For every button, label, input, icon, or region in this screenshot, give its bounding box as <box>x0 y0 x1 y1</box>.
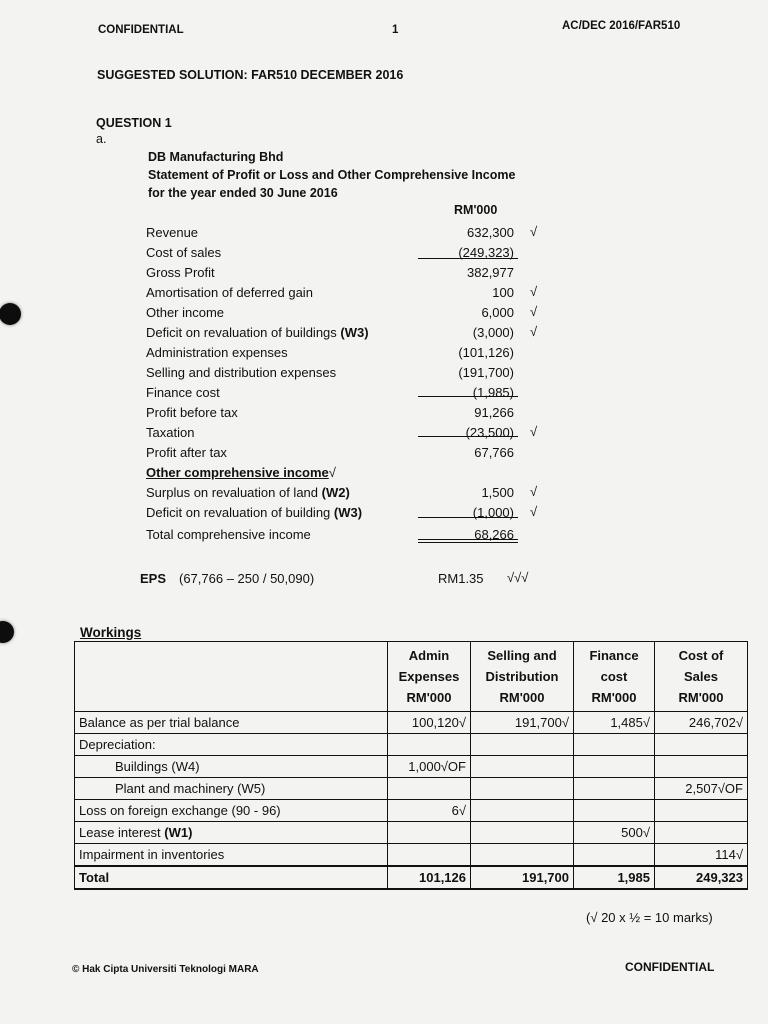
workings-title: Workings <box>80 625 142 640</box>
row-description <box>75 800 388 822</box>
statement-row-label <box>146 225 198 240</box>
column-header-line: RM'000 <box>406 690 452 705</box>
statement-row-value: 67,766 <box>474 445 514 460</box>
statement-row-label <box>146 325 369 340</box>
row-description-text: Plant and machinery (W5) <box>115 780 266 796</box>
doc-title: SUGGESTED SOLUTION: FAR510 DECEMBER 2016 <box>97 68 404 82</box>
row-label-text: Gross Profit <box>146 265 215 280</box>
total-label: Total <box>75 866 388 889</box>
column-header-line: RM'000 <box>499 690 545 705</box>
row-label-text: Taxation <box>146 425 195 440</box>
tick-mark: √ <box>530 504 538 519</box>
statement-row-value: (1,000) <box>472 505 514 520</box>
tick-mark: √ <box>530 484 538 499</box>
statement-row-value: 100 <box>492 285 514 300</box>
total-amount-cell: 191,700 <box>471 866 574 889</box>
statement-row <box>146 445 566 465</box>
punch-hole <box>0 621 14 643</box>
header-page-number: 1 <box>392 24 399 36</box>
row-description <box>75 822 388 844</box>
statement-row-label <box>146 305 224 320</box>
statement-row <box>146 425 566 445</box>
row-label-text: Administration expenses <box>146 345 288 360</box>
column-header-line: Selling and <box>487 648 557 663</box>
working-reference: (W3) <box>340 325 369 340</box>
table-row <box>75 778 748 800</box>
statement-row-label <box>146 405 238 420</box>
row-label-text: Amortisation of deferred gain <box>146 285 313 300</box>
statement-row <box>146 485 566 505</box>
amount-cell: 246,702√ <box>655 712 748 734</box>
row-description-text: Loss on foreign exchange (90 - 96) <box>79 802 281 818</box>
statement-row <box>146 527 566 547</box>
statement-row <box>146 305 566 325</box>
statement-row <box>146 265 566 285</box>
amount-cell <box>655 800 748 822</box>
statement-row-value: (23,500) <box>465 425 514 440</box>
double-underline-1 <box>418 539 518 540</box>
company-name: DB Manufacturing Bhd <box>148 150 284 164</box>
working-reference: (W2) <box>321 485 350 500</box>
row-description-text: Lease interest <box>79 824 161 840</box>
row-label-text: Deficit on revaluation of building <box>146 505 331 520</box>
statement-row <box>146 225 566 245</box>
statement-title: Statement of Profit or Loss and Other Comprehensive Income <box>148 168 516 182</box>
eps-calculation: (67,766 – 250 / 50,090) <box>179 571 315 586</box>
total-amount-cell: 249,323 <box>655 866 748 889</box>
column-header-line: RM'000 <box>591 690 637 705</box>
column-header <box>574 642 655 712</box>
amount-cell: 500√ <box>574 822 655 844</box>
amount-cell: 6√ <box>388 800 471 822</box>
statement-row-label <box>146 385 220 400</box>
tick-mark: √ <box>530 284 538 299</box>
amount-cell <box>574 800 655 822</box>
unit-label: RM'000 <box>454 203 498 217</box>
row-description <box>75 734 388 756</box>
statement-row <box>146 345 566 365</box>
eps-ticks: √√√ <box>507 570 529 585</box>
double-underline-2 <box>418 542 518 543</box>
amount-cell <box>471 778 574 800</box>
row-label-text: Other income <box>146 305 225 320</box>
row-description-text: Depreciation: <box>79 736 156 752</box>
column-header-line: Admin <box>408 648 450 663</box>
statement-row-value: (3,000) <box>472 325 514 340</box>
table-row <box>75 712 748 734</box>
row-label-text: Revenue <box>146 225 199 240</box>
statement-row-label <box>146 365 336 380</box>
amount-cell <box>471 822 574 844</box>
table-row <box>75 822 748 844</box>
working-reference: (W1) <box>164 824 193 840</box>
tick-mark: √ <box>328 465 336 480</box>
row-description <box>75 712 388 734</box>
tick-mark: √ <box>530 424 538 439</box>
amount-cell <box>388 734 471 756</box>
workings-table <box>74 641 748 890</box>
workings-header-row <box>75 642 748 712</box>
statement-row-label <box>146 345 288 360</box>
statement-row <box>146 385 566 405</box>
marks-note: (√ 20 x ½ = 10 marks) <box>586 910 713 925</box>
row-label-text: Other comprehensive income <box>146 465 329 480</box>
total-amount-cell: 1,985 <box>574 866 655 889</box>
header-left: CONFIDENTIAL <box>98 24 184 36</box>
row-label-text: Finance cost <box>146 385 220 400</box>
statement-row-label <box>146 245 221 260</box>
row-description <box>75 844 388 867</box>
column-header <box>388 642 471 712</box>
column-header-line: Distribution <box>485 669 559 684</box>
underline-gross <box>418 258 518 259</box>
amount-cell: 2,507√OF <box>655 778 748 800</box>
amount-cell <box>471 800 574 822</box>
column-header-line: RM'000 <box>678 690 724 705</box>
statement-row-value: (191,700) <box>458 365 514 380</box>
column-header-line: Finance <box>589 648 639 663</box>
punch-hole <box>0 303 21 325</box>
statement-row <box>146 505 566 525</box>
statement-row-value: (249,323) <box>458 245 514 260</box>
row-label-text: Total comprehensive income <box>146 527 311 542</box>
part-label: a. <box>96 132 107 146</box>
statement-row-value: 632,300 <box>467 225 514 240</box>
amount-cell <box>388 844 471 867</box>
amount-cell: 100,120√ <box>388 712 471 734</box>
statement-row-label <box>146 505 362 520</box>
underline-tax <box>418 436 518 437</box>
statement-row <box>146 465 566 485</box>
column-header <box>655 642 748 712</box>
statement-row-value: 1,500 <box>481 485 514 500</box>
question-heading: QUESTION 1 <box>96 116 172 130</box>
amount-cell <box>471 756 574 778</box>
footer-copyright: © Hak Cipta Universiti Teknologi MARA <box>72 964 259 975</box>
amount-cell: 1,000√OF <box>388 756 471 778</box>
statement-row <box>146 405 566 425</box>
amount-cell <box>388 778 471 800</box>
table-row <box>75 844 748 867</box>
tick-mark: √ <box>530 324 538 339</box>
statement-row <box>146 365 566 385</box>
row-description-text: Impairment in inventories <box>79 846 225 862</box>
table-row <box>75 756 748 778</box>
statement-period: for the year ended 30 June 2016 <box>148 186 338 200</box>
tick-mark: √ <box>530 224 538 239</box>
table-row <box>75 734 748 756</box>
statement-row-label <box>146 465 336 480</box>
amount-cell <box>471 734 574 756</box>
statement-row <box>146 245 566 265</box>
underline-oci <box>418 517 518 518</box>
row-label-text: Cost of sales <box>146 245 222 260</box>
amount-cell <box>574 778 655 800</box>
row-label-text: Deficit on revaluation of buildings <box>146 325 337 340</box>
statement-row <box>146 325 566 345</box>
statement-row-value: (1,985) <box>472 385 514 400</box>
amount-cell <box>574 756 655 778</box>
working-reference: (W3) <box>333 505 363 520</box>
statement-row-label <box>146 425 194 440</box>
amount-cell <box>655 756 748 778</box>
row-description-text: Buildings (W4) <box>115 758 200 774</box>
column-header-line: cost <box>600 669 628 684</box>
amount-cell <box>655 734 748 756</box>
statement-row-label <box>146 527 311 542</box>
statement-row-value: (101,126) <box>458 345 514 360</box>
table-row <box>75 800 748 822</box>
header-blank-cell <box>75 642 388 712</box>
tick-mark: √ <box>530 304 538 319</box>
column-header-line: Cost of <box>678 648 724 663</box>
row-description <box>75 756 388 778</box>
statement-row-value: 382,977 <box>467 265 514 280</box>
statement-row-value: 91,266 <box>474 405 514 420</box>
header-right: AC/DEC 2016/FAR510 <box>562 20 681 32</box>
amount-cell <box>574 844 655 867</box>
statement-row <box>146 285 566 305</box>
amount-cell: 1,485√ <box>574 712 655 734</box>
statement-row-label <box>146 265 215 280</box>
statement-row-label <box>146 445 227 460</box>
amount-cell: 114√ <box>655 844 748 867</box>
underline-expenses <box>418 396 518 397</box>
statement-row-label <box>146 485 350 500</box>
footer-right: CONFIDENTIAL <box>625 960 715 974</box>
amount-cell <box>388 822 471 844</box>
row-description <box>75 778 388 800</box>
column-header-line: Sales <box>684 669 718 684</box>
column-header-line: Expenses <box>398 669 460 684</box>
row-label-text: Profit before tax <box>146 405 238 420</box>
amount-cell <box>574 734 655 756</box>
column-header <box>471 642 574 712</box>
row-label-text: Surplus on revaluation of land <box>146 485 319 500</box>
row-label-text: Profit after tax <box>146 445 227 460</box>
statement-row-label <box>146 285 313 300</box>
eps-label: EPS <box>140 571 167 586</box>
amount-cell <box>655 822 748 844</box>
statement-row-value: 6,000 <box>481 305 514 320</box>
row-description-text: Balance as per trial balance <box>79 714 240 730</box>
row-label-text: Selling and distribution expenses <box>146 365 337 380</box>
statement-row-value: 68,266 <box>474 527 514 542</box>
amount-cell: 191,700√ <box>471 712 574 734</box>
total-row <box>75 866 748 889</box>
eps-value: RM1.35 <box>438 571 484 586</box>
amount-cell <box>471 844 574 867</box>
total-amount-cell: 101,126 <box>388 866 471 889</box>
